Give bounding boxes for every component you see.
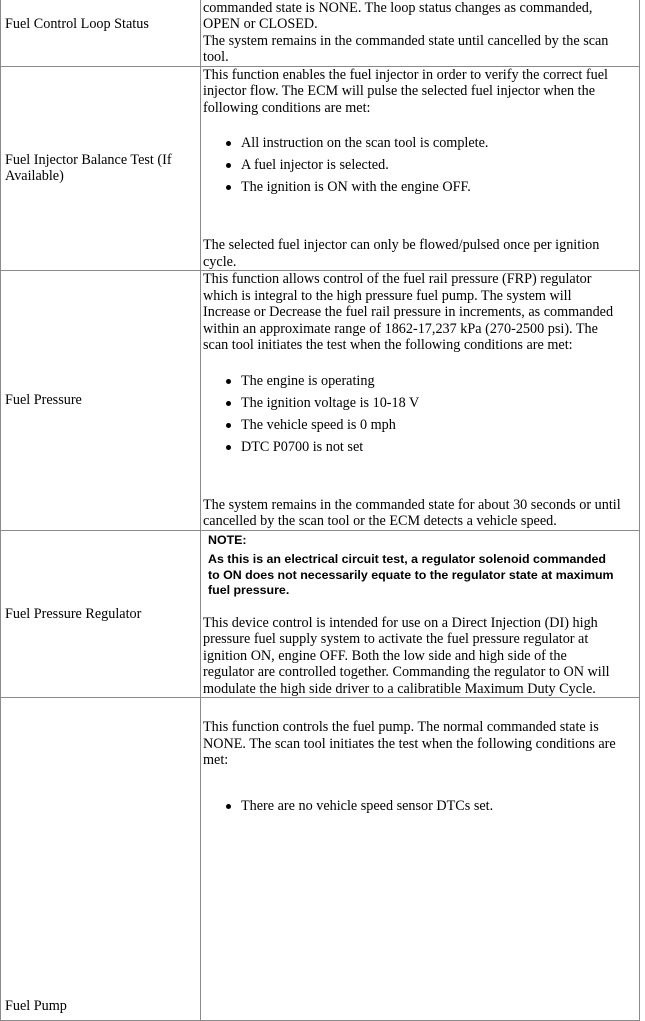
list-item-text: The vehicle speed is 0 mph: [241, 416, 396, 433]
description-line: The system remains in the commanded state until cancelled by the scan: [203, 32, 609, 49]
function-name: Fuel Pressure: [5, 392, 82, 408]
description-line: cancelled by the scan tool or the ECM detects a vehicle speed.: [203, 513, 557, 529]
list-item-text: DTC P0700 is not set: [241, 438, 364, 455]
description-line: injector flow. The ECM will pulse the selected fuel injector when the: [203, 83, 596, 99]
list-item: [241, 135, 635, 152]
function-name-cell: [1, 698, 201, 1021]
table-row-fuel-injector-balance-test: [1, 66, 640, 271]
list-item-text: The ignition voltage is 10-18 V: [241, 394, 420, 411]
function-description-cell: [201, 530, 640, 698]
description-line: commanded state is NONE. The loop status changes as commanded,: [203, 0, 593, 16]
function-name-line: Fuel Injector Balance Test (If: [5, 151, 172, 168]
bullet-icon: [226, 141, 231, 146]
description-line: following conditions are met:: [203, 99, 371, 116]
conditions-list: [203, 135, 635, 196]
table-row-fuel-pump: [1, 698, 640, 1021]
list-item-text: There are no vehicle speed sensor DTCs set.: [241, 797, 494, 814]
list-item-text: All instruction on the scan tool is complete.: [241, 135, 489, 151]
bullet-icon: [226, 445, 231, 450]
function-name-line: Available): [5, 168, 64, 185]
function-name-cell: [1, 530, 201, 698]
function-description-cell: [201, 66, 640, 271]
description-line: within an approximate range of 1862-17,237 kPa (270-2500 psi). The: [203, 320, 598, 337]
note-label: NOTE:: [208, 532, 247, 547]
description-line: This function allows control of the fuel rail pressure (FRP) regulator: [203, 271, 592, 287]
list-item-text: The engine is operating: [241, 372, 375, 389]
description-line: met:: [203, 752, 229, 768]
bullet-icon: [226, 804, 231, 809]
table-row-fuel-pressure: [1, 271, 640, 531]
description-line: pressure fuel supply system to activate the fuel pressure regulator at: [203, 631, 589, 647]
function-name: Fuel Control Loop Status: [5, 16, 149, 32]
description-line: The system remains in the commanded state for about 30 seconds or until: [203, 496, 621, 513]
list-item: [241, 179, 635, 196]
note-line: fuel pressure.: [208, 583, 290, 597]
description-line: modulate the high side driver to a calibratible Maximum Duty Cycle.: [203, 680, 596, 697]
conditions-list: [203, 373, 635, 456]
description-line: This device control is intended for use on a Direct Injection (DI) high: [203, 614, 598, 631]
list-item: [241, 157, 635, 174]
list-item: [241, 798, 635, 815]
list-item: [241, 439, 635, 456]
description-line: The selected fuel injector can only be flowed/pulsed once per ignition: [203, 237, 600, 253]
description-line: scan tool initiates the test when the following conditions are met:: [203, 337, 573, 353]
description-line: OPEN or CLOSED.: [203, 16, 318, 32]
function-name-cell: [1, 66, 201, 271]
description-line: This function enables the fuel injector in order to verify the correct fuel: [203, 66, 608, 83]
function-name-cell: [1, 271, 201, 531]
description-line: cycle.: [203, 253, 237, 270]
bullet-icon: [226, 163, 231, 168]
description-line: This function controls the fuel pump. The normal commanded state is: [203, 719, 599, 735]
function-name-cell: [1, 0, 201, 66]
conditions-list: [203, 798, 635, 815]
description-line: which is integral to the high pressure fuel pump. The system will: [203, 287, 572, 304]
description-line: ignition ON, engine OFF. Both the low side and high side of the: [203, 647, 567, 664]
function-name: Fuel Pressure Regulator: [5, 605, 142, 622]
description-line: regulator are controlled together. Commanding the regulator to ON will: [203, 664, 610, 680]
function-name: Fuel Pump: [5, 998, 67, 1014]
function-description-cell: [201, 0, 640, 66]
list-item: [241, 417, 635, 434]
bullet-icon: [226, 185, 231, 190]
list-item: [241, 373, 635, 390]
list-item: [241, 395, 635, 412]
list-item-text: A fuel injector is selected.: [241, 157, 389, 173]
table-row-fuel-pressure-regulator: [1, 530, 640, 698]
bullet-icon: [226, 379, 231, 384]
description-line: tool.: [203, 49, 229, 65]
note-text: [203, 552, 635, 599]
function-description-cell: [201, 271, 640, 531]
description-line: NONE. The scan tool initiates the test when the following conditions are: [203, 735, 616, 752]
note-line: As this is an electrical circuit test, a regulator solenoid commanded: [208, 552, 606, 566]
note-line: to ON does not necessarily equate to the regulator state at maximum: [208, 567, 614, 582]
list-item-text: The ignition is ON with the engine OFF.: [241, 179, 471, 195]
table-row-fuel-control-loop-status: [1, 0, 640, 66]
description-line: Increase or Decrease the fuel rail pressure in increments, as commanded: [203, 304, 614, 320]
bullet-icon: [226, 423, 231, 428]
function-description-cell: [201, 698, 640, 1021]
bullet-icon: [226, 401, 231, 406]
